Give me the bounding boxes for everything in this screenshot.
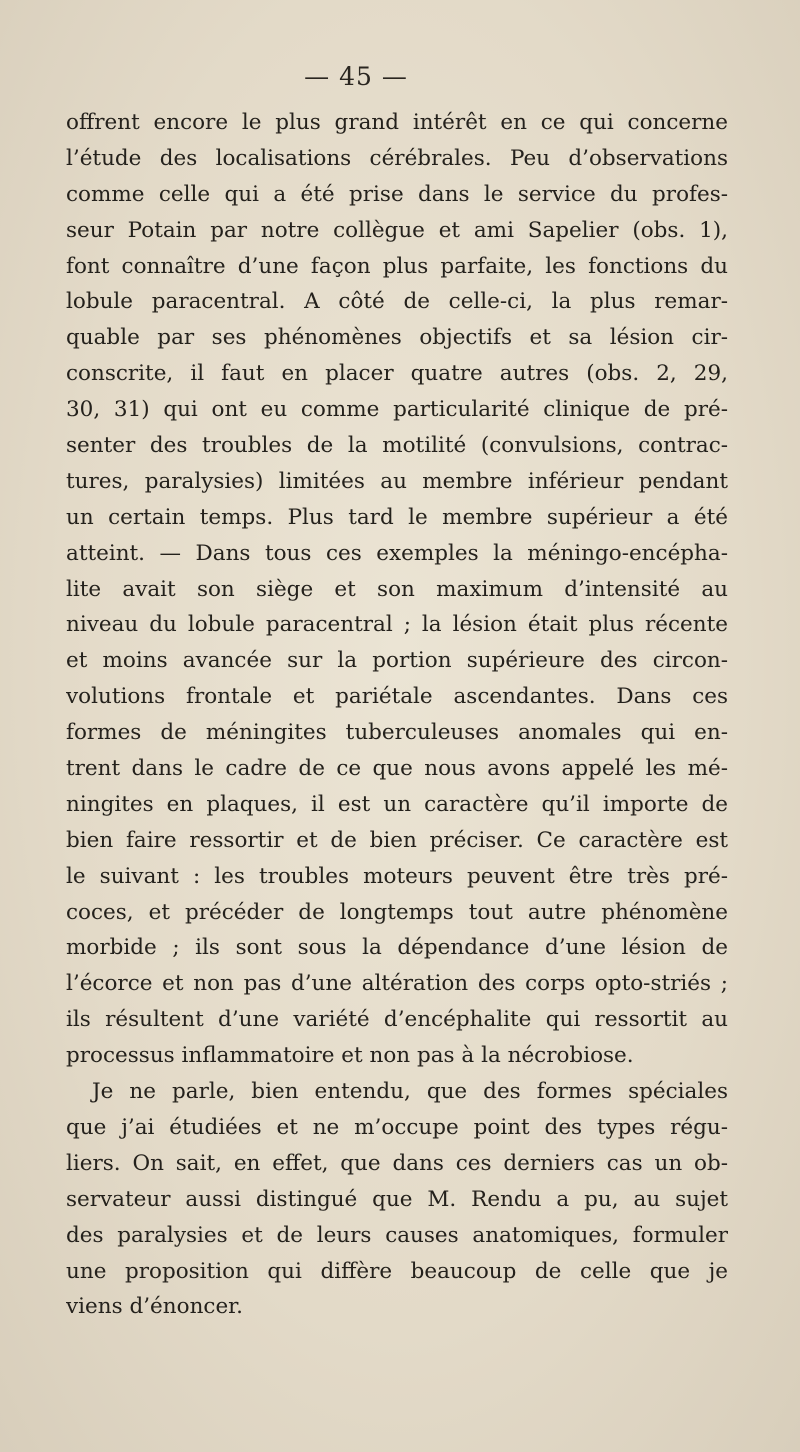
- text-line: ningites en plaques, il est un caractère qu’il importe de: [66, 791, 728, 817]
- text-line: niveau du lobule paracentral ; la lésion était plus récente: [66, 612, 728, 638]
- text-line: offrent encore le plus grand intérêt en ce qui concerne: [66, 110, 728, 135]
- text-line: l’écorce et non pas d’une altération des corps opto-striés ;: [66, 971, 728, 997]
- text-line: un certain temps. Plus tard le membre supérieur a été: [66, 504, 728, 530]
- body-text: [66, 105, 728, 1325]
- text-line: et moins avancée sur la portion supérieure des circon-: [66, 648, 728, 674]
- text-line: lobule paracentral. A côté de celle-ci, la plus remar-: [66, 289, 728, 315]
- text-line: lite avait son siège et son maximum d’intensité au: [66, 576, 728, 602]
- text-line: tures, paralysies) limitées au membre inférieur pendant: [66, 468, 728, 494]
- text-line: liers. On sait, en effet, que dans ces derniers cas un ob-: [66, 1150, 728, 1176]
- page-number: — 45 —: [304, 62, 408, 91]
- text-line: ils résultent d’une variété d’encéphalite qui ressortit au: [66, 1007, 728, 1033]
- text-line: morbide ; ils sont sous la dépendance d’une lésion de: [66, 935, 728, 961]
- text-line: atteint. — Dans tous ces exemples la méningo-encépha-: [66, 540, 728, 566]
- text-line: le suivant : les troubles moteurs peuvent être très pré-: [66, 863, 728, 889]
- text-line: une proposition qui diffère beaucoup de celle que je: [66, 1258, 728, 1284]
- text-line: senter des troubles de la motilité (convulsions, contrac-: [66, 433, 728, 459]
- text-line: 30, 31) qui ont eu comme particularité clinique de pré-: [66, 397, 728, 423]
- text-line: trent dans le cadre de ce que nous avons appelé les mé-: [66, 756, 728, 782]
- text-line: des paralysies et de leurs causes anatomiques, formuler: [66, 1222, 728, 1248]
- text-line: font connaître d’une façon plus parfaite, les fonctions du: [66, 253, 728, 279]
- text-line: seur Potain par notre collègue et ami Sapelier (obs. 1),: [66, 217, 728, 243]
- text-line: conscrite, il faut en placer quatre autres (obs. 2, 29,: [66, 361, 728, 387]
- text-line: l’étude des localisations cérébrales. Peu d’observations: [66, 145, 728, 171]
- text-line: servateur aussi distingué que M. Rendu a pu, au sujet: [66, 1186, 728, 1212]
- text-line: bien faire ressortir et de bien préciser. Ce caractère est: [66, 827, 728, 853]
- text-line: processus inflammatoire et non pas à la nécrobiose.: [66, 1043, 634, 1069]
- text-line: comme celle qui a été prise dans le service du profes-: [66, 181, 728, 207]
- text-line: volutions frontale et pariétale ascendantes. Dans ces: [66, 684, 728, 710]
- text-line: Je ne parle, bien entendu, que des formes spéciales: [92, 1079, 728, 1105]
- text-line: que j’ai étudiées et ne m’occupe point des types régu-: [66, 1114, 728, 1140]
- text-line: quable par ses phénomènes objectifs et sa lésion cir-: [66, 325, 728, 351]
- text-line: viens d’énoncer.: [66, 1294, 243, 1320]
- text-line: coces, et précéder de longtemps tout autre phénomène: [66, 899, 728, 925]
- text-line: formes de méningites tuberculeuses anomales qui en-: [66, 720, 728, 746]
